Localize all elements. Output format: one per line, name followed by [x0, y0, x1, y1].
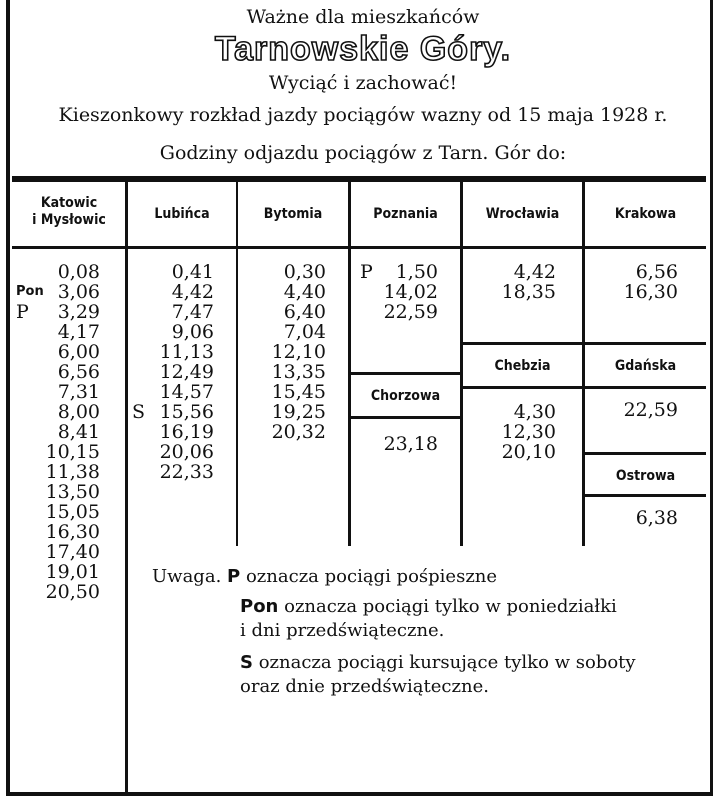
bytom-time: 6,40: [283, 301, 326, 323]
note-p: [152, 566, 497, 588]
wroclaw-time-row: [470, 282, 556, 302]
katowic-time: 13,50: [45, 481, 100, 503]
lubliniec-time: 4,42: [171, 281, 214, 303]
lubliniec-time: 0,41: [171, 261, 214, 283]
lubliniec-time: 15,56: [159, 401, 214, 423]
header-lubliniec: Lubińca: [154, 206, 210, 222]
lubliniec-time-row: [132, 342, 214, 362]
col-header-rule: [12, 246, 706, 249]
column-wroclaw: [470, 262, 556, 302]
header-wroclaw: Wrocławia: [485, 206, 560, 222]
katowic-time-row: [16, 302, 100, 322]
bytom-time-row: [244, 422, 326, 442]
katowic-time-row: [16, 362, 100, 382]
katowic-time: 19,01: [45, 561, 100, 583]
katowic-time-row: [16, 582, 100, 602]
chebzie-time-row: [470, 422, 556, 442]
ostrowo-rule-bottom: [582, 494, 706, 497]
katowic-time-row: [16, 282, 100, 302]
katowic-time: 17,40: [45, 541, 100, 563]
katowic-time: 0,08: [57, 261, 100, 283]
poznan-row-mark: P: [360, 261, 373, 283]
katowic-time-row: [16, 382, 100, 402]
katowic-time-row: [16, 402, 100, 422]
lubliniec-time: 16,19: [159, 421, 214, 443]
header-line-3: Wyciąć i zachować!: [268, 72, 458, 94]
bytom-time: 0,30: [283, 261, 326, 283]
poznan-time: 1,50: [395, 261, 438, 283]
header-line-4: Kieszonkowy rozkład jazdy pociągów wazny od 15 maja 1928 r.: [58, 104, 668, 126]
header-poznan: Poznania: [373, 206, 438, 222]
lubliniec-time: 20,06: [159, 441, 214, 463]
lubliniec-time-row: [132, 262, 214, 282]
column-bytom: [244, 262, 326, 442]
column-katowic: [16, 262, 100, 602]
chorzow-rule-bottom: [348, 416, 462, 419]
poznan-time: 22,59: [383, 301, 438, 323]
katowic-time: 4,17: [57, 321, 100, 343]
bytom-time: 12,10: [271, 341, 326, 363]
note-s-symbol: S: [240, 652, 253, 673]
chebzie-time-row: [470, 402, 556, 422]
wroclaw-time: 18,35: [501, 281, 556, 303]
katowic-time: 16,30: [45, 521, 100, 543]
katowic-time: 7,31: [57, 381, 100, 403]
bytom-time-row: [244, 302, 326, 322]
lubliniec-time-row: [132, 282, 214, 302]
column-chebzie: [470, 402, 556, 462]
lubliniec-time-row: [132, 462, 214, 482]
lubliniec-time-row: [132, 442, 214, 462]
krakow-time: 6,56: [635, 261, 678, 283]
column-chorzow: [360, 434, 438, 454]
chorzow-time: 23,18: [383, 433, 438, 455]
bytom-time-row: [244, 282, 326, 302]
katowic-time-row: [16, 342, 100, 362]
lubliniec-time: 11,13: [159, 341, 214, 363]
bytom-time: 15,45: [271, 381, 326, 403]
gdansk-time: 22,59: [623, 399, 678, 421]
lubliniec-time-row: [132, 302, 214, 322]
note-s-cont: oraz dnie przedświąteczne.: [240, 676, 489, 697]
katowic-time: 6,56: [57, 361, 100, 383]
bytom-time: 13,35: [271, 361, 326, 383]
column-lubliniec: [132, 262, 214, 482]
katowic-time-row: [16, 522, 100, 542]
lubliniec-time-row: [132, 422, 214, 442]
ostrowo-time: 6,38: [635, 507, 678, 529]
bytom-time-row: [244, 382, 326, 402]
note-pon: [240, 596, 617, 618]
katowic-time: 8,00: [57, 401, 100, 423]
note-p-symbol: P: [227, 566, 241, 587]
katowic-row-mark: P: [16, 301, 29, 323]
poznan-time-row: [360, 262, 438, 282]
bytom-time: 4,40: [283, 281, 326, 303]
katowic-time-row: [16, 422, 100, 442]
chorzow-rule-top: [348, 372, 462, 375]
wroclaw-time: 4,42: [513, 261, 556, 283]
header-chebzie: Chebzia: [494, 358, 551, 374]
bytom-time-row: [244, 322, 326, 342]
chebzie-rule-top: [460, 342, 706, 345]
bytom-time: 7,04: [283, 321, 326, 343]
krakow-time-row: [596, 282, 678, 302]
lubliniec-time-row: [132, 322, 214, 342]
katowic-time-row: [16, 562, 100, 582]
note-s-text-1: oznacza pociągi kursujące tylko w soboty: [258, 652, 636, 673]
note-pon-text-1: oznacza pociągi tylko w poniedziałki: [284, 596, 617, 617]
town-title: Tarnowskie Góry.: [214, 30, 512, 68]
lubliniec-time-row: [132, 402, 214, 422]
col-divider-2: [236, 182, 238, 546]
katowic-time-row: [16, 482, 100, 502]
bytom-time-row: [244, 262, 326, 282]
katowic-time: 10,15: [45, 441, 100, 463]
wroclaw-time-row: [470, 262, 556, 282]
katowic-time: 20,50: [45, 581, 100, 603]
note-p-text: oznacza pociągi pośpieszne: [245, 566, 498, 587]
katowic-time-row: [16, 442, 100, 462]
chebzie-rule-bottom: [460, 386, 706, 389]
lubliniec-time: 14,57: [159, 381, 214, 403]
katowic-time: 8,41: [57, 421, 100, 443]
ostrowo-rule-top: [582, 452, 706, 455]
katowic-time-row: [16, 462, 100, 482]
header-line-1: Ważne dla mieszkańców: [246, 6, 480, 28]
chebzie-time: 20,10: [501, 441, 556, 463]
header-katowic: Katowic i Mysłowic: [32, 195, 106, 228]
katowic-time: 3,29: [57, 301, 100, 323]
header-line-5: Godziny odjazdu pociągów z Tarn. Gór do:: [159, 142, 567, 164]
note-uwaga-label: Uwaga.: [152, 566, 222, 587]
chebzie-time: 12,30: [501, 421, 556, 443]
poznan-time-row: [360, 282, 438, 302]
header-bytom: Bytomia: [263, 206, 323, 222]
lubliniec-time: 7,47: [171, 301, 214, 323]
column-gdansk: [596, 400, 678, 420]
chebzie-time-row: [470, 442, 556, 462]
poznan-time: 14,02: [383, 281, 438, 303]
gdansk-time-row: [596, 400, 678, 420]
header-krakow: Krakowa: [614, 206, 677, 222]
bytom-time-row: [244, 342, 326, 362]
col-divider-1: [125, 182, 128, 792]
lubliniec-time: 12,49: [159, 361, 214, 383]
katowic-time: 11,38: [45, 461, 100, 483]
katowic-time: 6,00: [57, 341, 100, 363]
lubliniec-time: 22,33: [159, 461, 214, 483]
column-poznan: [360, 262, 438, 322]
header-ostrowo: Ostrowa: [615, 468, 676, 484]
ostrowo-time-row: [596, 508, 678, 528]
poznan-time-row: [360, 302, 438, 322]
katowic-time-row: [16, 542, 100, 562]
note-s: [240, 652, 636, 674]
chebzie-time: 4,30: [513, 401, 556, 423]
bytom-time: 19,25: [271, 401, 326, 423]
katowic-row-mark: Pon: [16, 284, 44, 299]
lubliniec-time-row: [132, 362, 214, 382]
header-rule: [12, 176, 706, 182]
note-pon-symbol: Pon: [240, 596, 279, 617]
katowic-time-row: [16, 262, 100, 282]
header-chorzow: Chorzowa: [370, 388, 441, 404]
bytom-time-row: [244, 402, 326, 422]
bytom-time: 20,32: [271, 421, 326, 443]
lubliniec-time-row: [132, 382, 214, 402]
note-pon-cont: i dni przedświąteczne.: [240, 620, 445, 641]
col-divider-3: [348, 182, 351, 546]
lubliniec-time: 9,06: [171, 321, 214, 343]
lubliniec-row-mark: S: [132, 401, 146, 423]
header-gdansk: Gdańska: [614, 358, 677, 374]
katowic-time: 15,05: [45, 501, 100, 523]
katowic-time: 3,06: [57, 281, 100, 303]
katowic-time-row: [16, 322, 100, 342]
krakow-time: 16,30: [623, 281, 678, 303]
bytom-time-row: [244, 362, 326, 382]
chorzow-time-row: [360, 434, 438, 454]
katowic-time-row: [16, 502, 100, 522]
column-ostrowo: [596, 508, 678, 528]
column-krakow: [596, 262, 678, 302]
krakow-time-row: [596, 262, 678, 282]
